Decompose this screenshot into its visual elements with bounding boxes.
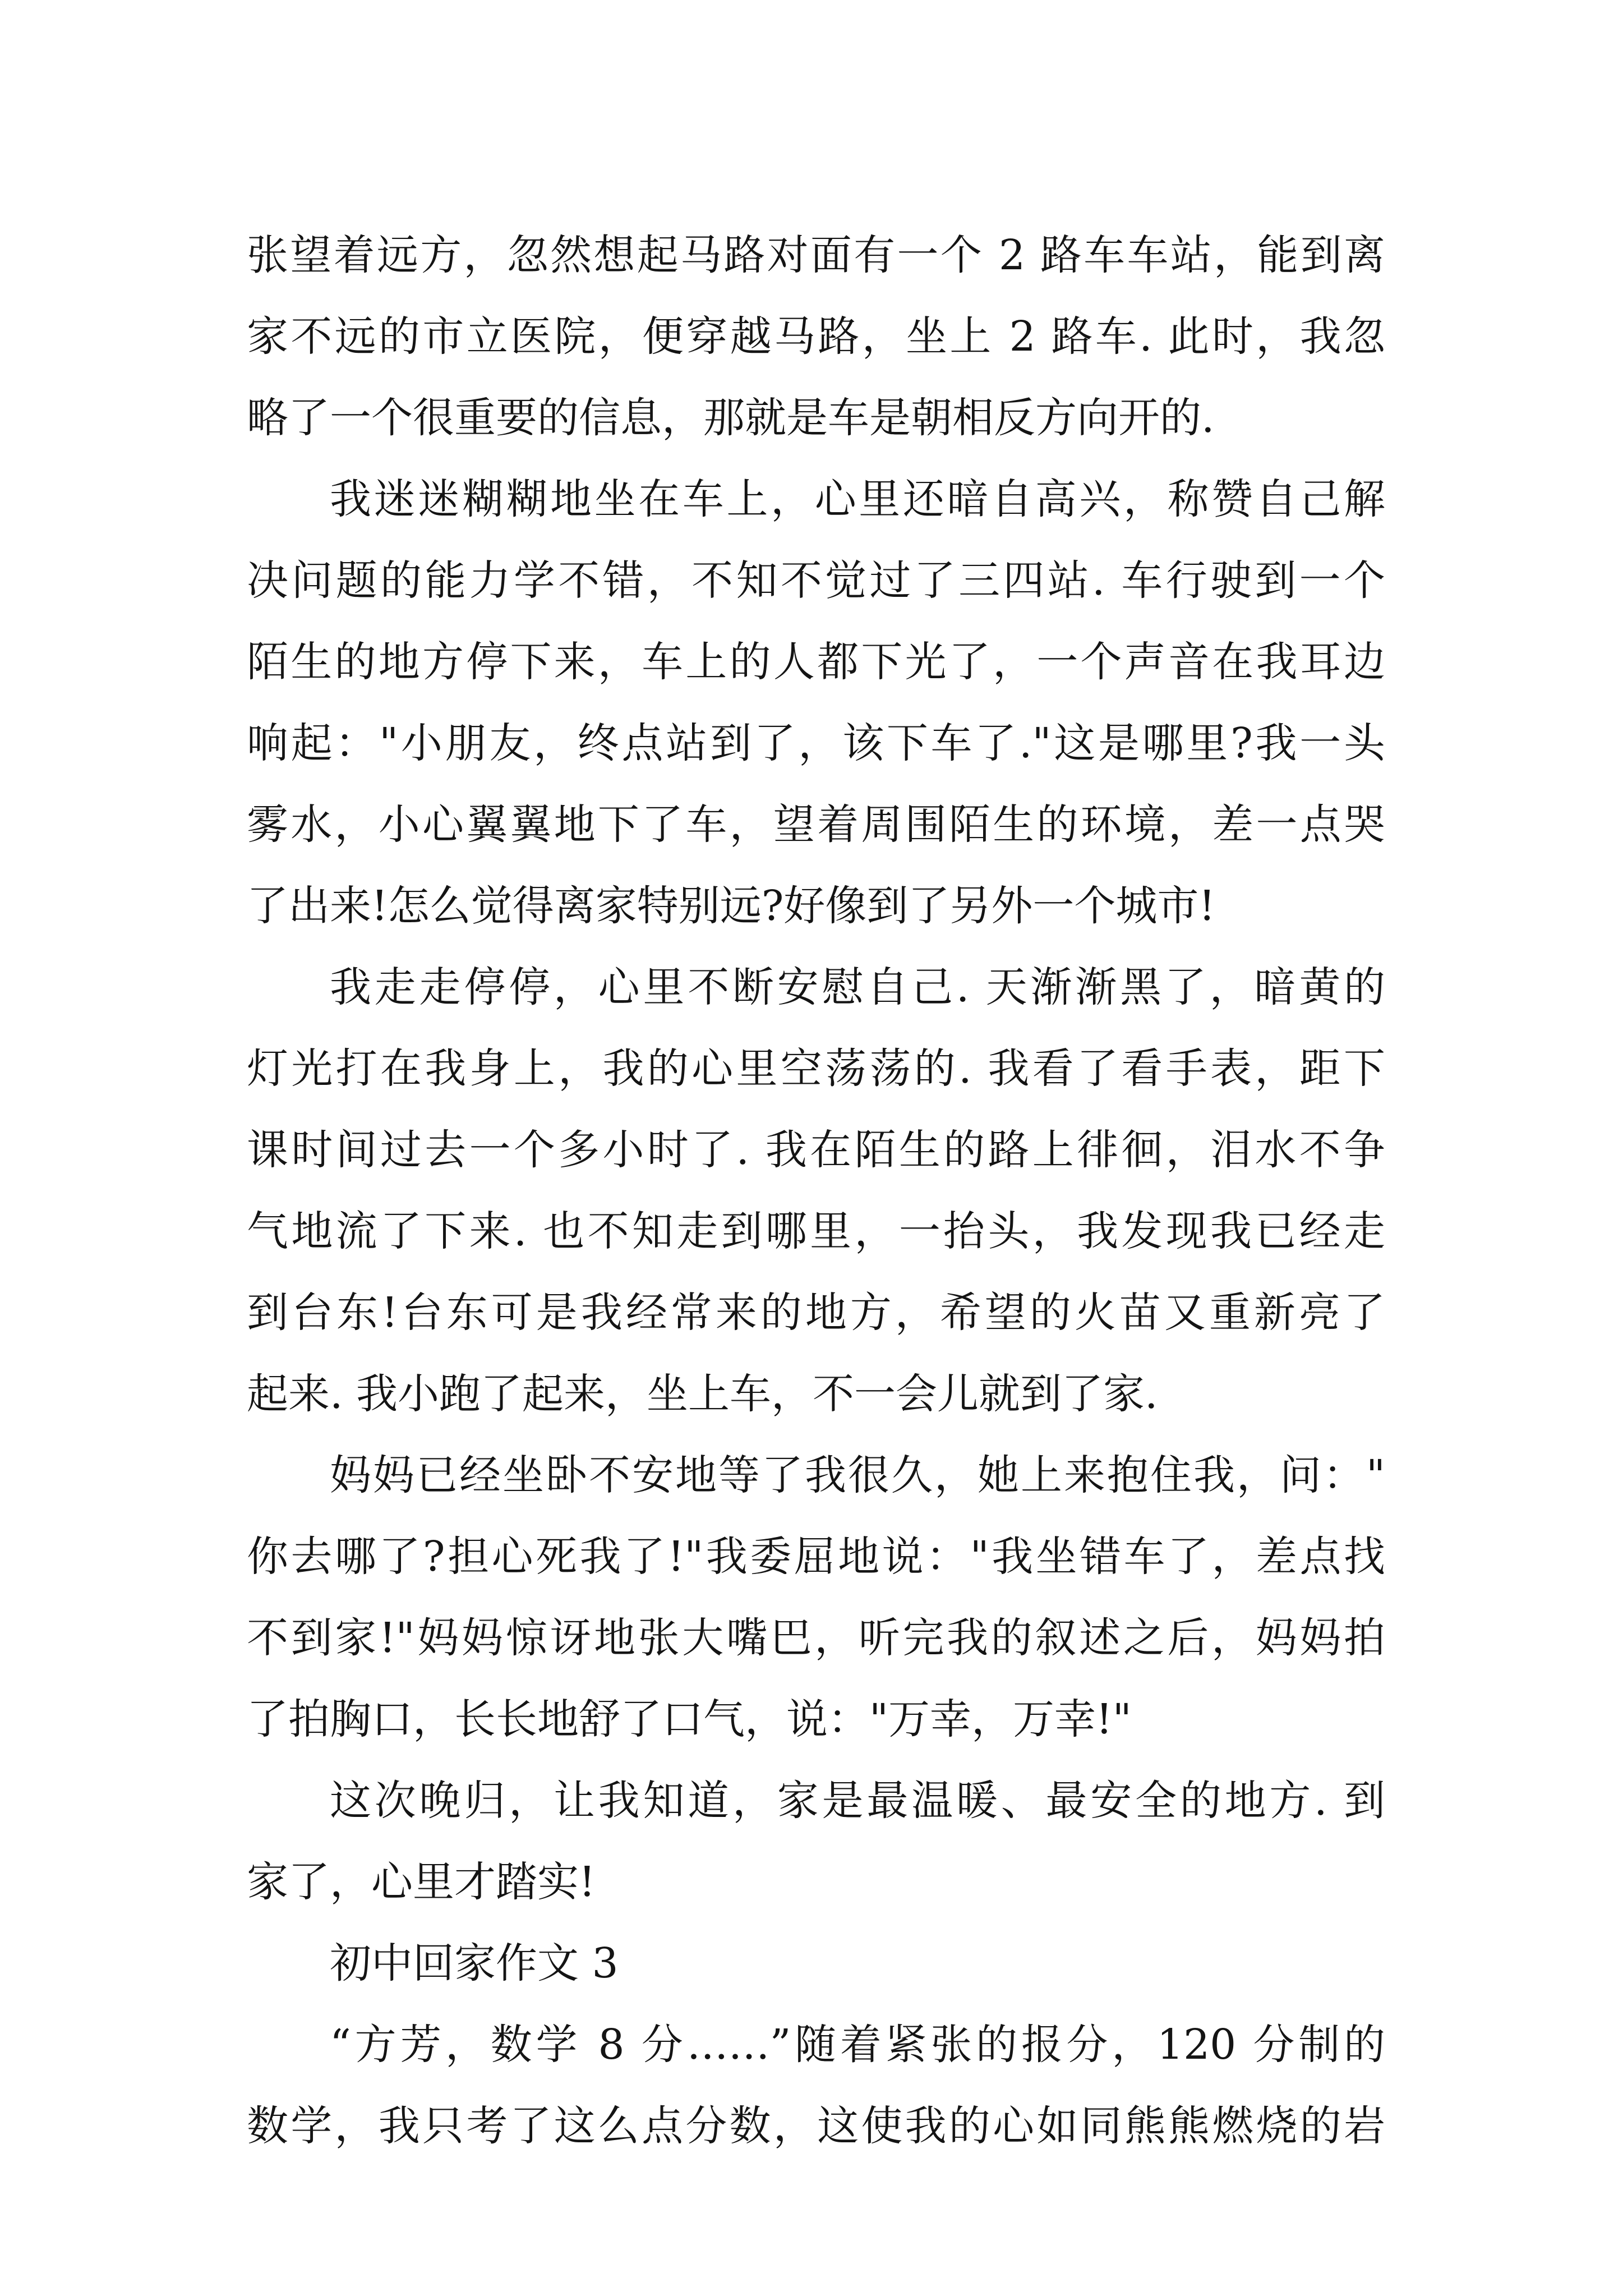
section-heading: 初中回家作文 3 (330, 1939, 619, 1987)
text-line: 决问题的能力学不错，不知不觉过了三四站. 车行驶到一个 (247, 556, 1385, 605)
text-line: 到台东!台东可是我经常来的地方，希望的火苗又重新亮了 (247, 1289, 1385, 1337)
text-line: 你去哪了?担心死我了!"我委屈地说："我坐错车了，差点找 (247, 1533, 1385, 1581)
text-line: 不到家!"妈妈惊讶地张大嘴巴，听完我的叙述之后，妈妈拍 (247, 1614, 1385, 1662)
text-line: 陌生的地方停下来，车上的人都下光了，一个声音在我耳边 (247, 638, 1385, 686)
paragraph-first-line: 这次晚归，让我知道，家是最温暖、最安全的地方. 到 (330, 1777, 1385, 1825)
text-line: 起来. 我小跑了起来，坐上车，不一会儿就到了家. (247, 1370, 1158, 1418)
paragraph-first-line: “方芳，数学 8 分……”随着紧张的报分，120 分制的 (330, 2021, 1385, 2069)
text-line: 气地流了下来. 也不知走到哪里，一抬头，我发现我已经走 (247, 1207, 1385, 1255)
text-line: 课时间过去一个多小时了. 我在陌生的路上徘徊，泪水不争 (247, 1126, 1385, 1174)
text-line: 数学，我只考了这么点分数，这使我的心如同熊熊燃烧的岩 (247, 2102, 1385, 2150)
text-line: 雾水，小心翼翼地下了车，望着周围陌生的环境，差一点哭 (247, 800, 1385, 849)
text-line: 灯光打在我身上，我的心里空荡荡的. 我看了看手表，距下 (247, 1045, 1385, 1093)
text-line: 张望着远方，忽然想起马路对面有一个 2 路车车站，能到离 (247, 231, 1385, 279)
text-line: 家了，心里才踏实! (247, 1858, 596, 1906)
paragraph-first-line: 我走走停停，心里不断安慰自己. 天渐渐黑了，暗黄的 (330, 963, 1385, 1011)
text-line: 略了一个很重要的信息，那就是车是朝相反方向开的. (247, 394, 1215, 442)
text-line: 响起："小朋友，终点站到了，该下车了."这是哪里?我一头 (247, 719, 1385, 767)
text-line: 了拍胸口，长长地舒了口气，说："万幸，万幸!" (247, 1695, 1132, 1743)
text-line: 家不远的市立医院，便穿越马路，坐上 2 路车. 此时，我忽 (247, 312, 1385, 361)
text-line: 了出来!怎么觉得离家特别远?好像到了另外一个城市! (247, 882, 1216, 930)
paragraph-first-line: 妈妈已经坐卧不安地等了我很久，她上来抱住我，问：" (330, 1451, 1385, 1499)
paragraph-first-line: 我迷迷糊糊地坐在车上，心里还暗自高兴，称赞自己解 (330, 475, 1385, 523)
